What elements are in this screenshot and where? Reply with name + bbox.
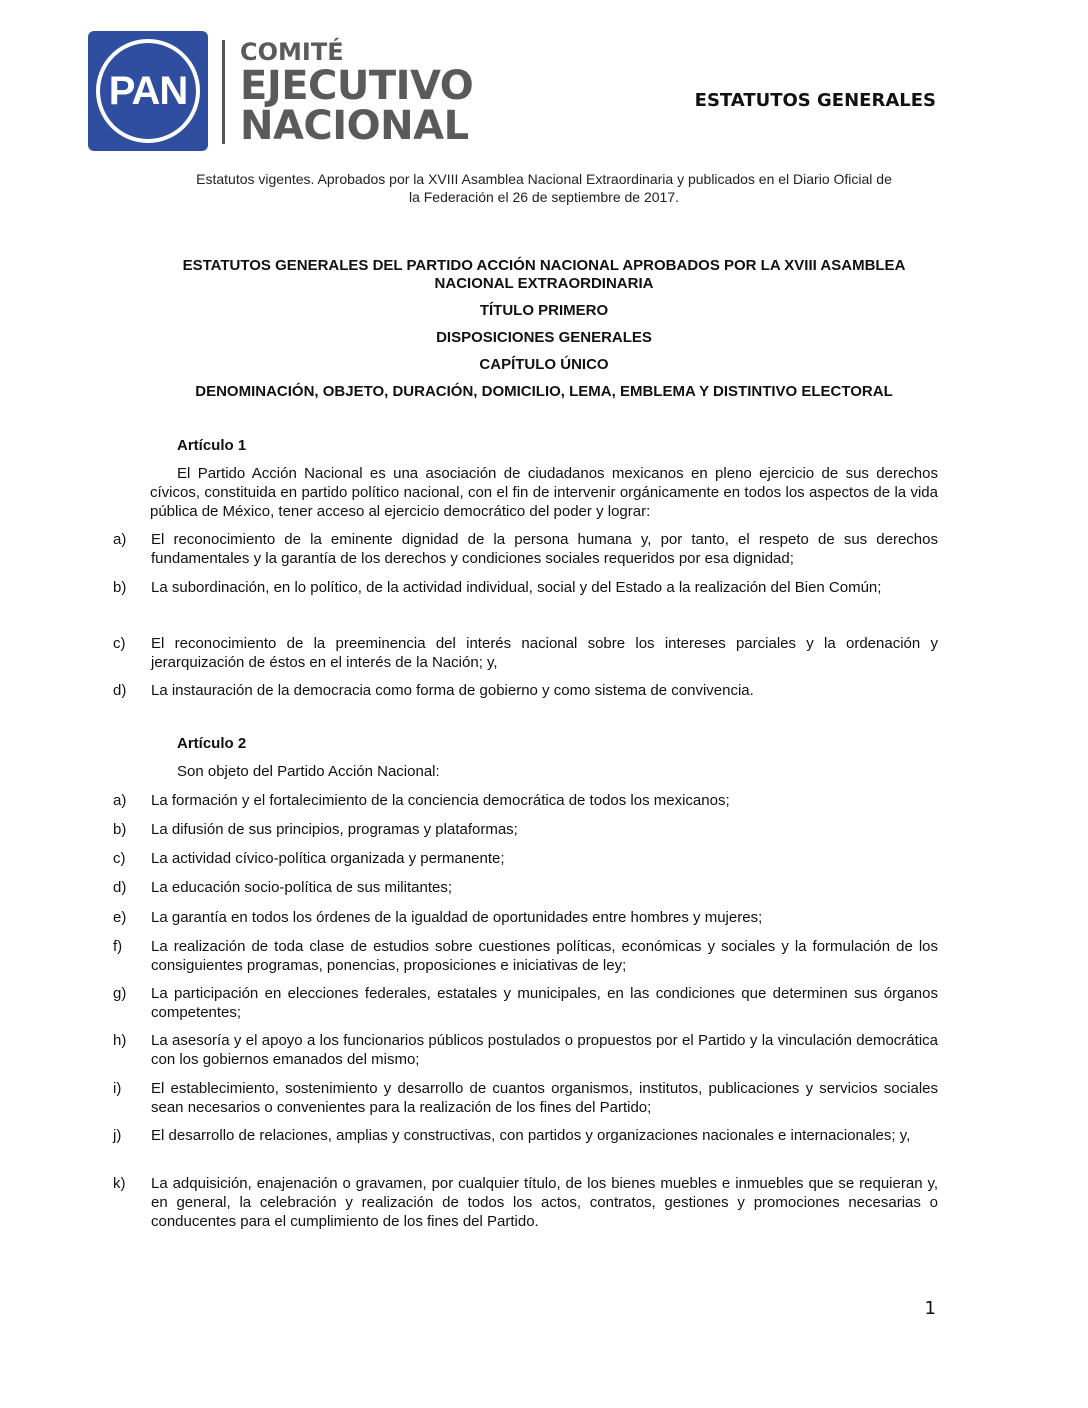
- item-letter: e): [113, 909, 127, 926]
- item-text: La instauración de la democracia como forma de gobierno y como sistema de convivencia.: [151, 682, 754, 699]
- org-name: [240, 38, 474, 149]
- item-letter: f): [113, 938, 123, 955]
- item-text: El establecimiento, sostenimiento y desarrollo de cuantos organismos, institutos, publicaciones y servicios sociales sean necesarios o convenientes para la realización de los fines del Partido;: [151, 1080, 938, 1116]
- logo-divider: [222, 40, 225, 144]
- item-text: La adquisición, enajenación o gravamen, por cualquier título, de los bienes muebles e inmuebles que se requieran y, en general, la celebración y realización de todos los actos, contratos, gestiones y promociones necesarias o conducentes para el cumplimiento de los fines del Partido.: [151, 1175, 938, 1230]
- article-1-title: Artículo 1: [177, 437, 247, 454]
- article-2-intro: Son objeto del Partido Acción Nacional:: [177, 763, 440, 780]
- item-text: La subordinación, en lo político, de la actividad individual, social y del Estado a la realización del Bien Común;: [151, 579, 882, 596]
- item-text: La educación socio-política de sus militantes;: [151, 879, 452, 896]
- item-letter: c): [113, 850, 126, 867]
- article-2-item-c: [113, 849, 938, 868]
- item-letter: i): [113, 1080, 122, 1097]
- document-title: ESTATUTOS GENERALES: [694, 90, 936, 111]
- item-text: La asesoría y el apoyo a los funcionarios públicos postulados o propuestos por el Partido y la vinculación democrática con los gobiernos emanados del mismo;: [151, 1032, 938, 1068]
- item-letter: a): [113, 531, 127, 548]
- article-2-item-i: [113, 1079, 938, 1117]
- item-text: La actividad cívico-política organizada y permanente;: [151, 850, 505, 867]
- item-letter: h): [113, 1032, 127, 1049]
- item-text: La difusión de sus principios, programas y plataformas;: [151, 821, 518, 838]
- pan-logo-ring: [96, 39, 200, 143]
- item-text: La garantía en todos los órdenes de la igualdad de oportunidades entre hombres y mujeres;: [151, 909, 763, 926]
- article-1-item-a: [113, 530, 938, 568]
- item-letter: g): [113, 985, 127, 1002]
- item-letter: d): [113, 682, 127, 699]
- article-2-item-j: [113, 1126, 938, 1145]
- article-1-item-d: [113, 681, 938, 700]
- item-letter: a): [113, 792, 127, 809]
- item-text: La realización de toda clase de estudios sobre cuestiones políticas, económicas y sociales y la formulación de los consiguientes programas, ponencias, proposiciones e iniciativas de ley;: [151, 938, 938, 974]
- item-text: El reconocimiento de la eminente dignidad de la persona humana y, por tanto, el respeto de sus derechos fundamentales y la garantía de los derechos y condiciones sociales requeridos por esa dignidad;: [151, 531, 938, 567]
- article-2-item-g: [113, 984, 938, 1022]
- org-name-line3: NACIONAL: [240, 103, 469, 149]
- item-letter: j): [113, 1127, 122, 1144]
- org-name-line2: EJECUTIVO: [240, 63, 474, 109]
- subtitle-line2: la Federación el 26 de septiembre de 2017.: [408, 189, 680, 205]
- subtitle-line1: Estatutos vigentes. Aprobados por la XVIII Asamblea Nacional Extraordinaria y publicados en el Diario Oficial de: [196, 171, 892, 187]
- org-name-line1: COMITÉ: [240, 38, 344, 66]
- article-2-item-a: [113, 791, 938, 810]
- page-number: 1: [924, 1298, 936, 1319]
- denominacion-heading: DENOMINACIÓN, OBJETO, DURACIÓN, DOMICILIO, LEMA, EMBLEMA Y DISTINTIVO ELECTORAL: [195, 383, 893, 400]
- item-text: La formación y el fortalecimiento de la conciencia democrática de todos los mexicanos;: [151, 792, 730, 809]
- article-1-intro: El Partido Acción Nacional es una asociación de ciudadanos mexicanos en pleno ejercicio de sus derechos cívicos, constituida en partido político nacional, con el fin de intervenir orgánicamente en todos los aspectos de la vida pública de México, tener acceso al ejercicio democrático del poder y lograr:: [150, 465, 938, 520]
- article-2-item-k: [113, 1174, 938, 1231]
- article-2-title: Artículo 2: [177, 735, 247, 752]
- titulo-heading: TÍTULO PRIMERO: [479, 302, 609, 319]
- article-2-item-d: [113, 878, 938, 897]
- item-letter: b): [113, 821, 127, 838]
- capitulo-heading: CAPÍTULO ÚNICO: [479, 356, 609, 373]
- item-text: La participación en elecciones federales, estatales y municipales, en las condiciones que determinen sus órganos competentes;: [151, 985, 938, 1021]
- pan-logo: [88, 31, 208, 151]
- article-2-item-b: [113, 820, 938, 839]
- disposiciones-heading: DISPOSICIONES GENERALES: [436, 329, 652, 346]
- main-heading: [150, 257, 938, 293]
- main-heading-line1: ESTATUTOS GENERALES DEL PARTIDO ACCIÓN NACIONAL APROBADOS POR LA XVIII ASAMBLEA: [182, 257, 906, 274]
- article-1-item-b: [113, 578, 938, 597]
- item-letter: k): [113, 1175, 126, 1192]
- item-text: El desarrollo de relaciones, amplias y constructivas, con partidos y organizaciones nacionales e internacionales; y,: [151, 1127, 911, 1144]
- pan-logo-text: PAN: [108, 68, 188, 113]
- article-2-item-f: [113, 937, 938, 975]
- document-subtitle: [150, 170, 938, 206]
- item-text: El reconocimiento de la preeminencia del interés nacional sobre los intereses parciales y la ordenación y jerarquización de éstos en el interés de la Nación; y,: [151, 635, 938, 671]
- item-letter: c): [113, 635, 126, 652]
- item-letter: d): [113, 879, 127, 896]
- article-2-item-e: [113, 908, 938, 927]
- article-2-item-h: [113, 1031, 938, 1069]
- main-heading-line2: NACIONAL EXTRAORDINARIA: [434, 275, 654, 292]
- item-letter: b): [113, 579, 127, 596]
- article-1-item-c: [113, 634, 938, 672]
